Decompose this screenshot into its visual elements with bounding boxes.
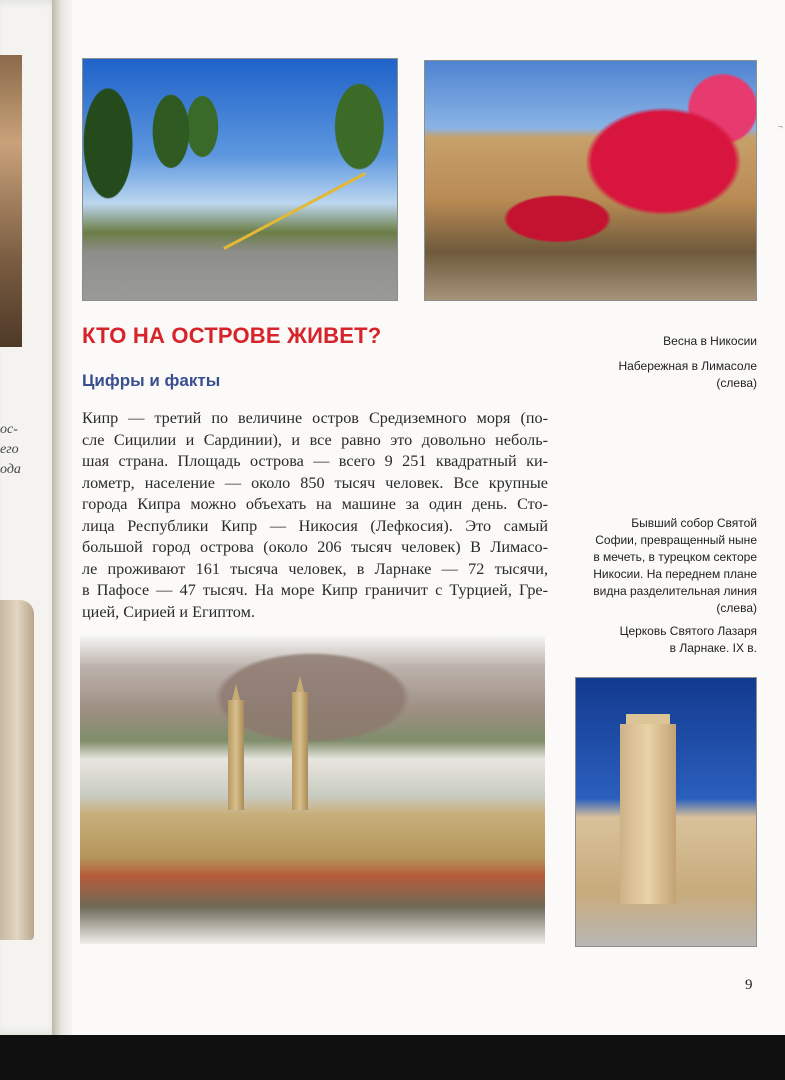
section-title: КТО НА ОСТРОВЕ ЖИВЕТ? xyxy=(82,323,382,348)
paragraph-line: лометр, население — около 850 тысяч человек. Все крупные xyxy=(82,473,548,492)
left-page-statue-photo xyxy=(0,600,34,940)
caption-limassol-promenade xyxy=(618,358,757,392)
body-paragraph xyxy=(82,408,548,623)
photo-st-lazarus-church xyxy=(575,677,757,947)
left-page-photo xyxy=(0,55,22,347)
paragraph-line: Кипр — третий по величине остров Средиземного моря (по- xyxy=(82,409,548,427)
caption-line: Церковь Святого Лазаря xyxy=(619,624,757,638)
section-subtitle: Цифры и факты xyxy=(82,371,221,390)
caption-st-lazarus xyxy=(620,623,757,657)
crop-mark: ¬ xyxy=(778,122,783,131)
caption-line: (слева) xyxy=(716,376,757,390)
caption-line: в Ларнаке. IX в. xyxy=(669,641,757,655)
paragraph-line: шая страна. Площадь острова — всего 9 251 квадратный ки- xyxy=(82,452,548,470)
caption-line: Весна в Никосии xyxy=(663,334,757,348)
caption-line: видна разделительная линия xyxy=(593,584,757,598)
left-page-text-line: ос- xyxy=(0,422,18,437)
caption-line: Бывший собор Святой xyxy=(631,516,757,530)
bell-tower xyxy=(620,724,676,904)
caption-line: Софии, превращенный ныне xyxy=(595,533,757,547)
caption-line: (слева) xyxy=(716,601,757,615)
paragraph-line: города Кипра можно объехать на машине за один день. Сто- xyxy=(82,495,548,513)
caption-selimiye-mosque xyxy=(593,515,757,617)
photo-limassol-promenade xyxy=(82,58,398,301)
minaret-right xyxy=(292,692,308,810)
photo-nicosia-spring xyxy=(424,60,757,301)
caption-line: Набережная в Лимасоле xyxy=(618,359,757,373)
paragraph-line: сле Сицилии и Сардинии), и все равно это довольно неболь- xyxy=(82,430,548,449)
left-page-text-line: его xyxy=(0,442,19,457)
photo-selimiye-mosque xyxy=(80,636,545,944)
left-page-text-line: ода xyxy=(0,462,21,477)
caption-line: Никосии. На переднем плане xyxy=(593,567,757,581)
paragraph-line: лица Республики Кипр — Никосия (Лефкосия). Это самый xyxy=(82,516,548,535)
paragraph-line: в Пафосе — 47 тысяч. На море Кипр граничит с Турцией, Гре- xyxy=(82,581,548,599)
caption-line: в мечеть, в турецком секторе xyxy=(593,550,757,564)
minaret-left xyxy=(228,700,244,810)
paragraph-line: ле проживают 161 тысяча человек, в Ларнаке — 72 тысячи, xyxy=(82,559,548,578)
page-number: 9 xyxy=(745,977,753,993)
paragraph-line: цией, Сирией и Египтом. xyxy=(82,602,255,621)
scan-bottom-band xyxy=(0,1035,785,1080)
paragraph-line: большой город острова (около 206 тысяч человек) В Лимасо- xyxy=(82,538,548,556)
caption-nicosia-spring xyxy=(663,333,757,350)
